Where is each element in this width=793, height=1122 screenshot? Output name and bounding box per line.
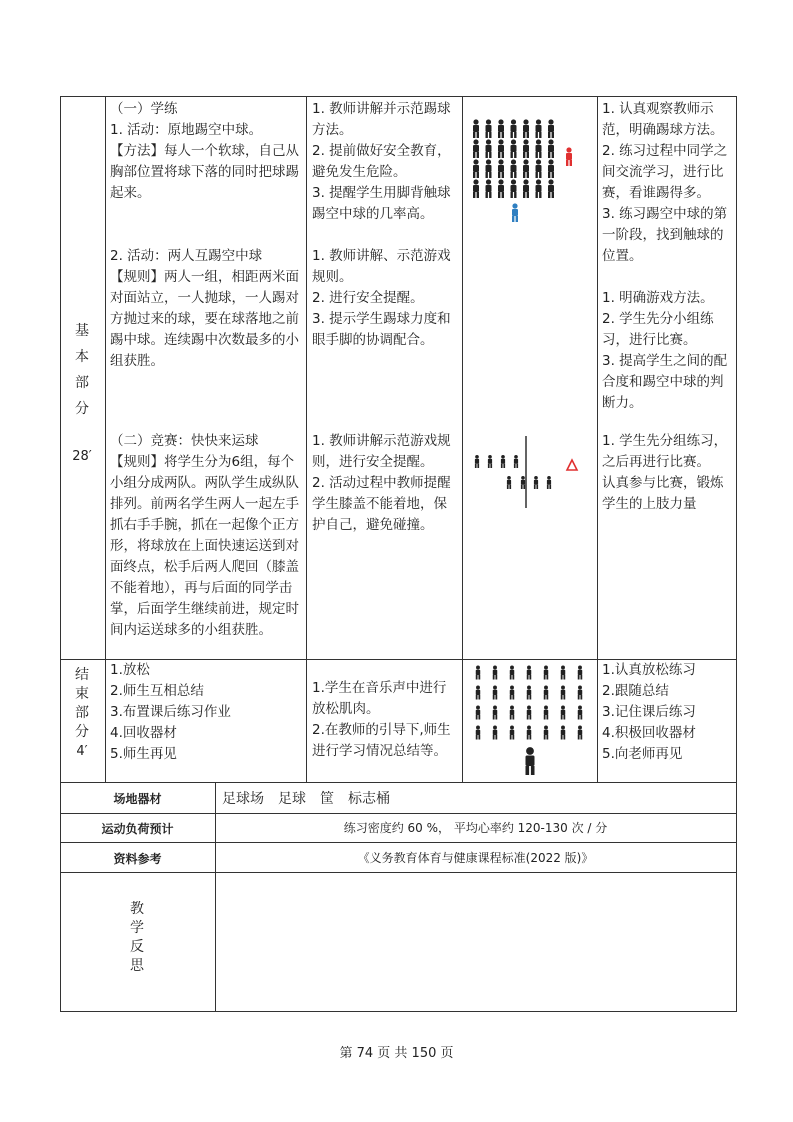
student-icon (476, 726, 481, 740)
table-border-bottom (60, 1011, 737, 1012)
table-border-right (736, 96, 737, 1012)
student-icon (527, 666, 532, 680)
basic-label-char: 基 (75, 323, 89, 339)
table-border-left (60, 96, 61, 1012)
relay-team-left (475, 455, 518, 468)
student-icon (486, 159, 492, 178)
student-icon (523, 139, 529, 158)
ending-label-char: 结 (75, 667, 89, 683)
reflection-label-char: 反 (130, 939, 144, 955)
student-icon (544, 706, 549, 720)
student-icon (527, 726, 532, 740)
basic-label-char: 部 (75, 375, 89, 391)
col-divider-4 (597, 96, 598, 782)
reflection-label (117, 900, 157, 976)
reflection-label-char: 思 (130, 958, 144, 974)
student-icon (544, 666, 549, 680)
student-icon (510, 706, 515, 720)
student-icon (493, 666, 498, 680)
student-icon (578, 726, 583, 740)
student-icon (473, 159, 479, 178)
reflection-label-char: 教 (130, 901, 144, 917)
student-icon (536, 159, 542, 178)
row-divider-load (60, 813, 737, 814)
teacher-icon-red (566, 147, 572, 166)
ending-label-char: 束 (75, 686, 89, 702)
teacher-icon-dark (526, 747, 535, 775)
basic-label-char: 本 (75, 349, 89, 365)
page-footer: 第 74 页 共 150 页 (339, 1046, 454, 1061)
ending-label-char: 部 (75, 705, 89, 721)
student-icon (498, 159, 504, 178)
basic-section-label (62, 318, 102, 422)
basic-time: 28′ (72, 449, 92, 464)
ending-label-char: 分 (75, 724, 89, 740)
student-icon (510, 686, 515, 700)
basic-row1-content: （一）学练 1. 活动：原地踢空中球。 【方法】每人一个软球，自己从胸部位置将球下落的同时把球踢起来。 2. 活动：两人互踢空中球 【规则】两人一组，相距两米面对面站立，一人抛球，一人踢对方抛过来的球，要在球落地之前踢中球。连续踢中次数最多的小组获胜。 (110, 101, 299, 369)
student-icon (578, 686, 583, 700)
student-icon (473, 139, 479, 158)
student-icon (473, 179, 479, 198)
student-icon (498, 139, 504, 158)
row-divider-venue (60, 782, 737, 783)
student-icon (536, 179, 542, 198)
student-icon (527, 686, 532, 700)
student-icon (493, 706, 498, 720)
student-icon (493, 686, 498, 700)
ending-content: 1.放松 2.师生互相总结 3.布置课后练习作业 4.回收器材 5.师生再见 (110, 662, 231, 762)
student-icon (544, 726, 549, 740)
student-icon (548, 179, 554, 198)
student-icon (476, 666, 481, 680)
student-icon (561, 686, 566, 700)
refs-value: 《义务教育体育与健康课程标准(2022 版)》 (357, 851, 594, 865)
student-icon (548, 159, 554, 178)
teacher-icon-blue (512, 203, 518, 222)
reflection-label-char: 学 (130, 920, 144, 936)
student-icon (510, 666, 515, 680)
student-icon (498, 179, 504, 198)
label-col-divider (215, 782, 216, 1012)
basic-row1-student: 1. 认真观察教师示范，明确踢球方法。 2. 练习过程中同学之间交流学习，进行比赛，看谁踢得多。 3. 练习踢空中球的第一阶段，找到触球的位置。 1. 明确游戏方法。 2. 学生先分小组练习，进行比赛。 3. 提高学生之间的配合度和踢空中球的判断力。 (602, 101, 728, 411)
student-icon (527, 706, 532, 720)
student-icon (511, 139, 517, 158)
student-icon (523, 179, 529, 198)
row-divider-reflect (60, 872, 737, 873)
basic-row2-student: 1. 学生先分组练习，之后再进行比赛。 认真参与比赛，锻炼学生的上肢力量 (602, 433, 728, 512)
formation-diagram-relay (468, 436, 588, 516)
col-divider-2 (306, 96, 307, 782)
basic-label-char: 分 (75, 401, 89, 417)
basic-row2-teacher: 1. 教师讲解示范游戏规则，进行安全提醒。 2. 活动过程中教师提醒学生膝盖不能着地，保护自己，避免碰撞。 (312, 433, 451, 533)
student-icon (548, 139, 554, 158)
venue-label: 场地器材 (113, 792, 162, 806)
ending-time: 4′ (76, 744, 88, 759)
student-icon (561, 726, 566, 740)
student-icon (498, 119, 504, 138)
student-icon (476, 706, 481, 720)
ending-student: 1.认真放松练习 2.跟随总结 3.记住课后练习 4.积极回收器材 5.向老师再见 (602, 662, 696, 762)
venue-value: 足球场 足球 筐 标志桶 (222, 791, 390, 807)
student-icon (523, 159, 529, 178)
col-divider-3 (462, 96, 463, 782)
student-icon (511, 179, 517, 198)
student-icon (536, 119, 542, 138)
student-icon (578, 706, 583, 720)
formation-diagram-practice (468, 116, 588, 226)
basic-row1-teacher: 1. 教师讲解并示范踢球方法。 2. 提前做好安全教育，避免发生危险。 3. 提醒学生用脚背触球踢空中球的几率高。 1. 教师讲解、示范游戏规则。 2. 进行安全提醒。 3. 提示学生踢球力度和眼手脚的协调配合。 (312, 101, 451, 348)
load-value: 练习密度约 60 %， 平均心率约 120-130 次 / 分 (343, 821, 608, 835)
row-divider-refs (60, 842, 737, 843)
table-border-top (60, 96, 737, 97)
load-label: 运动负荷预计 (101, 822, 174, 836)
student-icon (486, 119, 492, 138)
refs-label: 资料参考 (113, 852, 162, 866)
student-icon (493, 726, 498, 740)
ending-teacher: 1.学生在音乐声中进行放松肌肉。 2.在教师的引导下,师生进行学习情况总结等。 (312, 680, 451, 759)
formation-diagram-relax (468, 662, 593, 777)
student-icon (486, 139, 492, 158)
student-icon (510, 726, 515, 740)
student-icon (544, 686, 549, 700)
student-icon (578, 666, 583, 680)
student-icon (476, 686, 481, 700)
col-divider-1 (105, 96, 106, 782)
basic-row2-content: （二）竞赛：快快来运球 【规则】将学生分为6组，每个小组分成两队。两队学生成纵队排列。前两名学生两人一起左手抓右手手腕，抓在一起像个正方形，将球放在上面快速运送到对面终点，松手后两人爬回（膝盖不能着地），再与后面的同学击掌，后面学生继续前进，规定时间内运送球多的小组获胜。 (110, 433, 299, 638)
student-icon (523, 119, 529, 138)
teacher-triangle-icon (567, 460, 577, 470)
student-icon (473, 119, 479, 138)
ending-section-label (62, 666, 102, 761)
student-icon (486, 179, 492, 198)
relay-team-right (507, 476, 551, 489)
student-icon (561, 666, 566, 680)
student-icon (536, 139, 542, 158)
student-icon (511, 119, 517, 138)
student-icon (548, 119, 554, 138)
student-icon (511, 159, 517, 178)
student-icon (561, 706, 566, 720)
